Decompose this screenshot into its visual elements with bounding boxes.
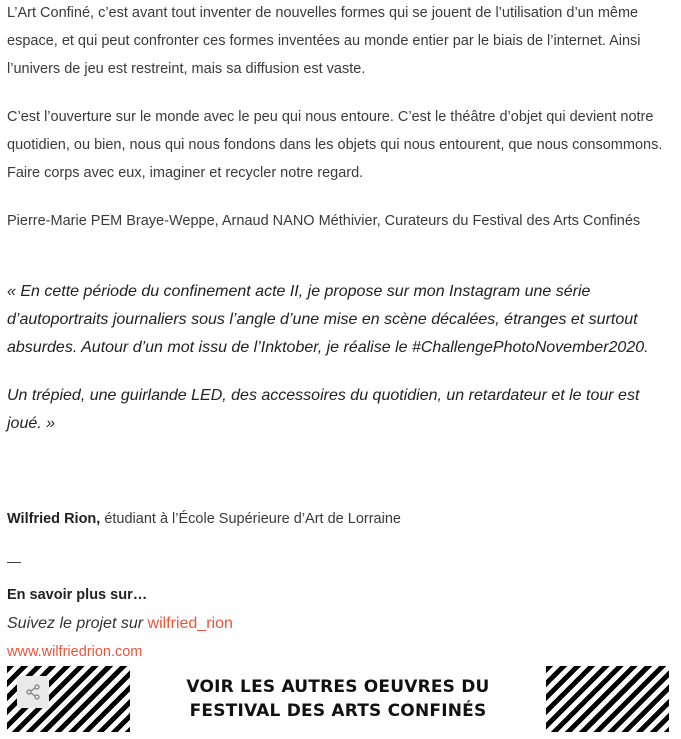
festival-banner-link[interactable]: [7, 666, 669, 732]
author-line: [7, 505, 401, 533]
share-icon: [25, 684, 41, 700]
intro-paragraph-2: C’est l’ouverture sur le monde avec le peu qui nous entoure. C’est le théâtre d’objet qui devient notre quotidien, ou bien, nous qui nous fondons dans les objets qui nous entourent, que nous consommons. Faire corps avec eux, imaginer et recycler notre regard.: [7, 109, 663, 181]
more-heading: En savoir plus sur…: [7, 587, 148, 603]
separator-dash: —: [7, 553, 21, 569]
banner-text: [130, 666, 546, 732]
banner-line-1: VOIR LES AUTRES OEUVRES DU: [186, 677, 490, 697]
website-link[interactable]: www.wilfriedrion.com: [7, 644, 143, 660]
artist-quote-1: « En cette période du confinement acte II, je propose sur mon Instagram une série d’autoportraits journaliers sous l’angle d’une mise en scène décalées, étranges et surtout absurdes. Autour d’un mot issu de l’Inktober, je réalise le #ChallengePhotoNovember2020.: [7, 283, 649, 356]
artist-quote-2: Un trépied, une guirlande LED, des accessoires du quotidien, un retardateur et le tour est joué. »: [7, 387, 640, 432]
author-role: étudiant à l’École Supérieure d’Art de Lorraine: [100, 511, 401, 527]
share-button[interactable]: [17, 676, 49, 708]
author-name: Wilfried Rion,: [7, 511, 101, 527]
follow-text: Suivez le projet sur: [7, 615, 148, 632]
banner-stripes-right: [546, 666, 669, 732]
instagram-link[interactable]: wilfried_rion: [147, 615, 233, 632]
curators-credit: Pierre-Marie PEM Braye-Weppe, Arnaud NANO Méthivier, Curateurs du Festival des Arts Confinés: [7, 213, 641, 229]
follow-line: [7, 610, 233, 638]
banner-line-2: FESTIVAL DES ARTS CONFINÉS: [189, 701, 487, 721]
intro-paragraph-1: L’Art Confiné, c’est avant tout inventer de nouvelles formes qui se jouent de l’utilisation d’un même espace, et qui peut confronter ces formes inventées au monde entier par le biais de l’internet. Ainsi l’univers de jeu est restreint, mais sa diffusion est vaste.: [7, 5, 641, 77]
